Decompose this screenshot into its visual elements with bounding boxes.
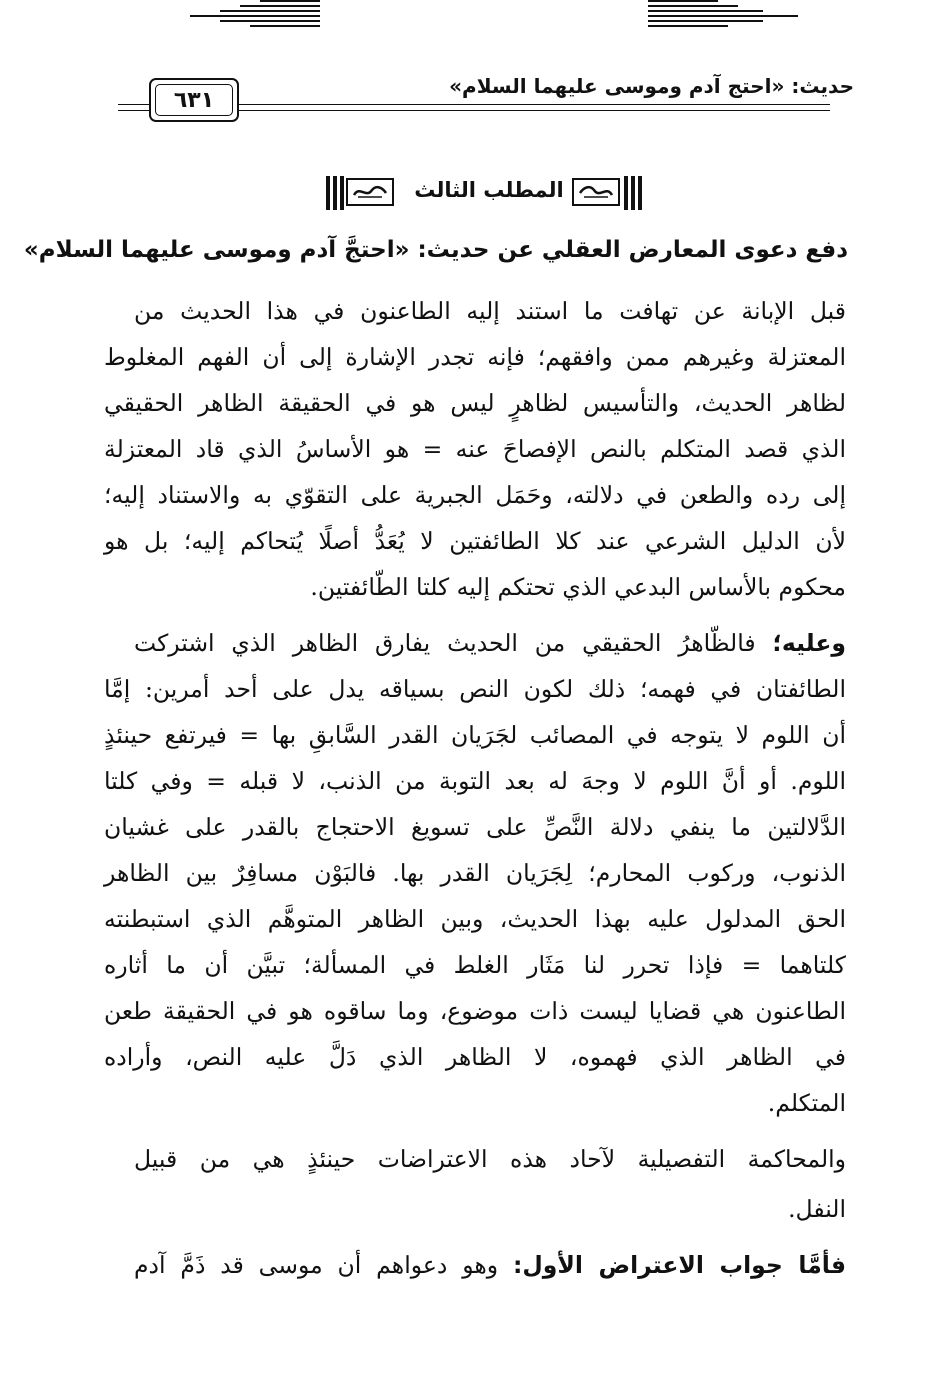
ornament-bars-right <box>624 176 642 210</box>
body-line-12: الدَّلالتين ما ينفي دلالة النَّصِّ على تسويغ الاحتجاج بالقدر على غشيان <box>104 813 846 841</box>
body-line-8-text: فالظّاهرُ الحقيقي من الحديث يفارق الظاهر الذي اشتركت <box>134 629 756 657</box>
body-line-19: والمحاكمة التفصيلية لآحاد هذه الاعتراضات حينئذٍ هي من قبيل <box>134 1145 846 1173</box>
section-label: المطلب الثالث <box>414 178 564 202</box>
section-heading: دفع دعوى المعارض العقلي عن حديث: «احتجَّ آدم وموسى عليهما السلام» <box>23 237 848 263</box>
ornament-cartouche-right <box>572 178 620 206</box>
body-line-9: الطائفتان في فهمه؛ ذلك لكون النص بسياقه يدل على أحد أمرين: إمَّا <box>104 675 846 703</box>
body-line-18: المتكلم. <box>767 1089 846 1117</box>
lead-in-first-objection: فأمَّا جواب الاعتراض الأول: <box>512 1251 846 1279</box>
ornament-cartouche-left <box>346 178 394 206</box>
body-line-6: لأن الدليل الشرعي عند كلا الطائفتين لا يُعَدُّ أصلًا يُتحاكم إليه؛ بل هو <box>104 527 846 555</box>
body-line-7: محكوم بالأساس البدعي الذي تحتكم إليه كلتا الطّائفتين. <box>310 573 846 601</box>
ornament-lines-right <box>648 0 798 36</box>
body-line-20: النفل. <box>788 1195 846 1223</box>
body-line-14: الحق المدلول عليه بهذا الحديث، وبين الظاهر المتوهَّم الذي استبطنته <box>104 905 846 933</box>
lead-in-wa-alayhi: وعليه؛ <box>772 629 846 657</box>
body-line-3: لظاهر الحديث، والتأسيس لظاهرٍ ليس هو في الحقيقة الظاهر الحقيقي <box>104 389 846 417</box>
body-line-13: الذنوب، وركوب المحارم؛ لِجَرَيان القدر بها. فالبَوْن مسافِرٌ بين الظاهر <box>104 859 846 887</box>
body-line-21 <box>134 1250 846 1280</box>
ornament-bars-left <box>326 176 344 210</box>
body-line-11: اللوم. أو أنَّ اللوم لا وجهَ له بعد التوبة من الذنب، لا قبله = وفي كلتا <box>104 767 846 795</box>
ornament-lines-left <box>190 0 320 36</box>
body-line-2: المعتزلة وغيرهم ممن وافقهم؛ فإنه تجدر الإشارة إلى أن الفهم المغلوط <box>104 343 846 371</box>
body-line-10: أن اللوم لا يتوجه في المصائب لجَرَيان القدر السَّابقِ بها = فيرتفع حينئذٍ <box>104 721 846 749</box>
body-line-1: قبل الإبانة عن تهافت ما استند إليه الطاعنون في هذا الحديث من <box>134 297 846 325</box>
body-line-17: في الظاهر الذي فهموه، لا الظاهر الذي دَلَّ عليه النص، وأراده <box>104 1043 846 1071</box>
page-number-box <box>149 78 239 122</box>
body-line-4: الذي قصد المتكلم بالنص الإفصاحَ عنه = هو الأساسُ الذي قاد المعتزلة <box>104 435 846 463</box>
body-line-5: إلى رده والطعن في دلالته، وحَمَل الجبرية على التقوّي به والاستناد إليه؛ <box>104 481 846 509</box>
body-line-16: الطاعنون هي قضايا ليست ذات موضوع، وما ساقوه هو في الحقيقة طعن <box>104 997 846 1025</box>
running-header-title: حديث: «احتج آدم وموسى عليهما السلام» <box>449 74 854 98</box>
page-number: ٦٣١ <box>173 87 215 113</box>
body-line-8 <box>134 628 846 658</box>
body-line-15: كلتاهما = فإذا تحرر لنا مَثَار الغلط في المسألة؛ تبيَّن أن ما أثاره <box>104 951 846 979</box>
body-line-21-text: وهو دعواهم أن موسى قد ذَمَّ آدم <box>134 1251 499 1279</box>
